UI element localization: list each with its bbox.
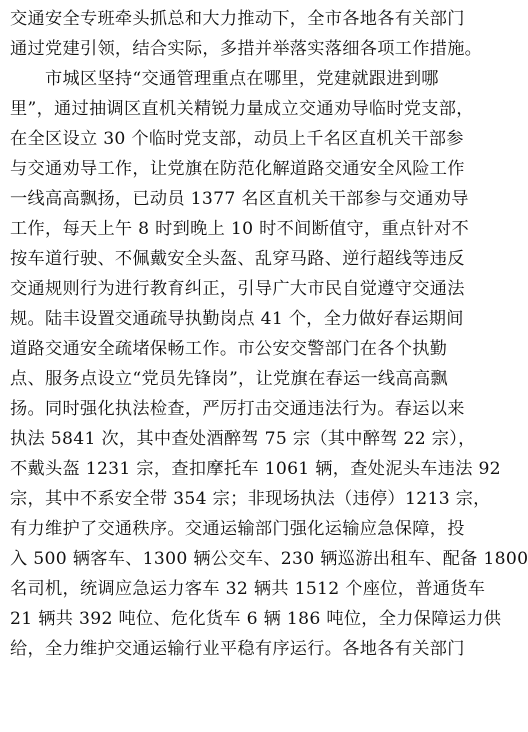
text-line: 有力维护了交通秩序。交通运输部门强化运输应急保障，投 [10, 519, 465, 539]
text-line: 规。陆丰设置交通疏导执勤岗点 41 个，全力做好春运期间 [10, 309, 464, 329]
text-line: 工作，每天上午 8 时到晚上 10 时不间断值守，重点针对不 [10, 219, 469, 239]
text-line: 市城区坚持“交通管理重点在哪里，党建就跟进到哪 [10, 69, 439, 89]
text-line: 在全区设立 30 个临时党支部，动员上千名区直机关干部参 [10, 129, 464, 149]
text-line: 通过党建引领，结合实际，多措并举落实落细各项工作措施。 [10, 39, 483, 59]
text-line: 道路交通安全疏堵保畅工作。市公安交警部门在各个执勤 [10, 339, 448, 359]
text-line: 宗，其中不系安全带 354 宗；非现场执法（违停）1213 宗， [10, 489, 491, 509]
text-line: 按车道行驶、不佩戴安全头盔、乱穿马路、逆行超线等违反 [10, 249, 465, 269]
text-line: 点、服务点设立“党员先锋岗”，让党旗在春运一线高高飘 [10, 369, 448, 389]
text-line: 扬。同时强化执法检查，严厉打击交通违法行为。春运以来 [10, 399, 465, 419]
text-line: 里”，通过抽调区直机关精锐力量成立交通劝导临时党支部， [10, 99, 474, 119]
text-line: 21 辆共 392 吨位、危化货车 6 辆 186 吨位，全力保障运力供 [10, 609, 502, 629]
text-line: 名司机，统调应急运力客车 32 辆共 1512 个座位，普通货车 [10, 579, 486, 599]
text-line: 与交通劝导工作，让党旗在防范化解道路交通安全风险工作 [10, 159, 465, 179]
text-line: 不戴头盔 1231 宗，查扣摩托车 1061 辆，查处泥头车违法 92 [10, 459, 501, 479]
body-text [10, 4, 528, 664]
text-line: 给，全力维护交通运输行业平稳有序运行。各地各有关部门 [10, 639, 465, 659]
text-line: 执法 5841 次，其中查处酒醉驾 75 宗（其中醉驾 22 宗）， [10, 429, 476, 449]
text-line: 交通规则行为进行教育纠正，引导广大市民自觉遵守交通法 [10, 279, 465, 299]
text-line: 入 500 辆客车、1300 辆公交车、230 辆巡游出租车、配备 1800 [10, 549, 528, 569]
text-line: 一线高高飘扬，已动员 1377 名区直机关干部参与交通劝导 [10, 189, 469, 209]
text-line: 交通安全专班牵头抓总和大力推动下，全市各地各有关部门 [10, 9, 465, 29]
